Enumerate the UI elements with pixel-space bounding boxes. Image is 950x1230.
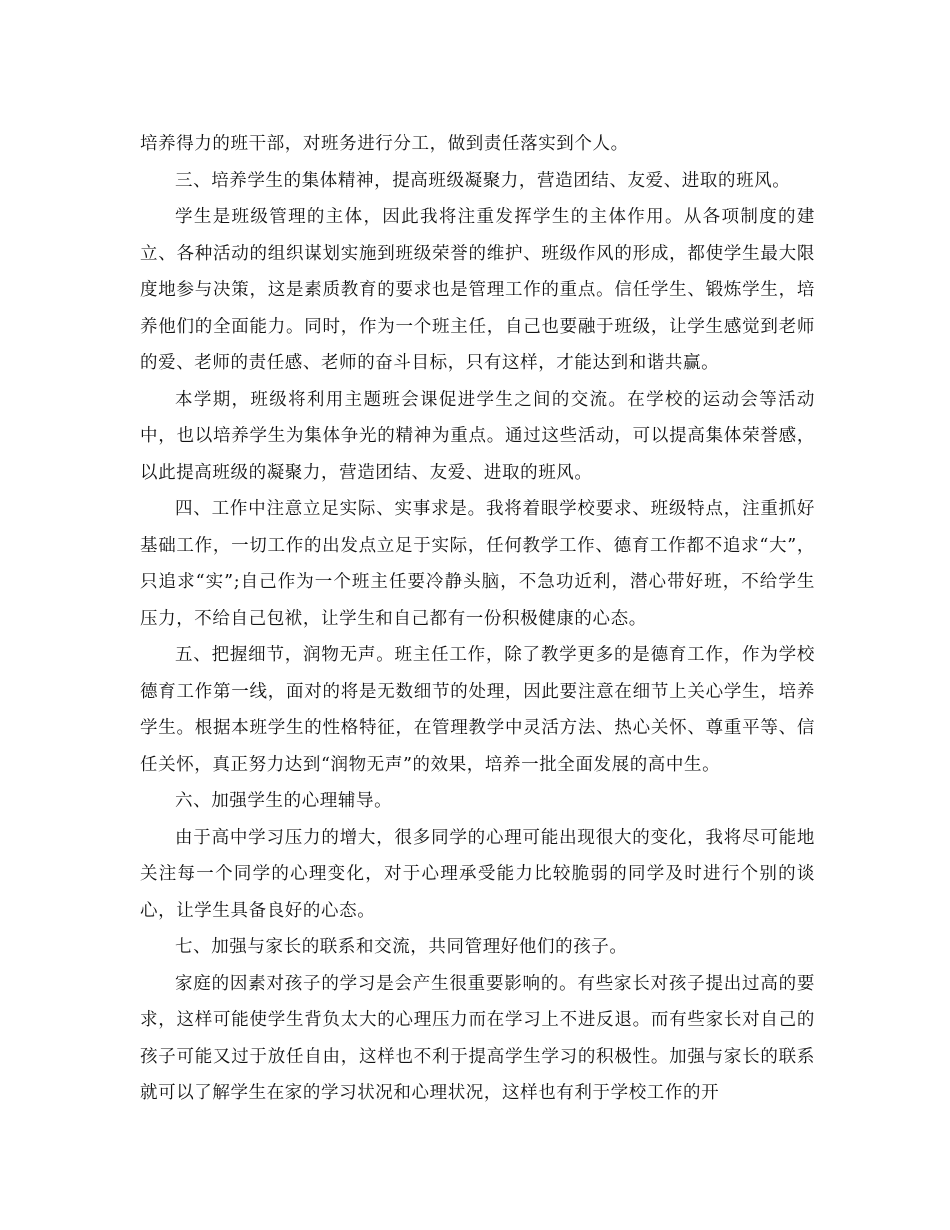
- paragraph: 本学期，班级将利用主题班会课促进学生之间的交流。在学校的运动会等活动中，也以培养学生为集体争光的精神为重点。通过这些活动，可以提高集体荣誉感，以此提高班级的凝聚力，营造团结、友爱、进取的班风。: [140, 389, 815, 483]
- heading-section-5: 五、把握细节，润物无声。班主任工作，除了教学更多的是德育工作，作为学校德育工作第一线，面对的将是无数细节的处理，因此要注意在细节上关心学生，培养学生。根据本班学生的性格特征，在管理教学中灵活方法、热心关怀、尊重平等、信任关怀，真正努力达到“润物无声”的效果，培养一批全面发展的高中生。: [140, 645, 815, 775]
- heading-section-7: 七、加强与家长的联系和交流，共同管理好他们的孩子。: [175, 937, 628, 957]
- paragraph: 由于高中学习压力的增大，很多同学的心理可能出现很大的变化，我将尽可能地关注每一个同学的心理变化，对于心理承受能力比较脆弱的同学及时进行个别的谈心，让学生具备良好的心态。: [140, 827, 815, 921]
- paragraph-continuation: 培养得力的班干部，对班务进行分工，做到责任落实到个人。: [140, 134, 629, 154]
- paragraph: 家庭的因素对孩子的学习是会产生很重要影响的。有些家长对孩子提出过高的要求，这样可能使学生背负太大的心理压力而在学习上不进反退。而有些家长对自己的孩子可能又过于放任自由，这样也不利于提高学生学习的积极性。加强与家长的联系就可以了解学生在家的学习状况和心理状况，这样也有利于学校工作的开: [140, 973, 815, 1103]
- heading-section-3: 三、培养学生的集体精神，提高班级凝聚力，营造团结、友爱、进取的班风。: [175, 170, 791, 191]
- document-body: [140, 126, 815, 1112]
- heading-section-6: 六、加强学生的心理辅导。: [175, 791, 393, 811]
- heading-section-4: 四、工作中注意立足实际、实事求是。我将着眼学校要求、班级特点，注重抓好基础工作，一切工作的出发点立足于实际，任何教学工作、德育工作都不追求“大”，只追求“实”;自己作为一个班主任要冷静头脑，不急功近利，潜心带好班，不给学生压力，不给自己包袱，让学生和自己都有一份积极健康的心态。: [140, 499, 815, 629]
- paragraph: 学生是班级管理的主体，因此我将注重发挥学生的主体作用。从各项制度的建立、各种活动的组织谋划实施到班级荣誉的维护、班级作风的形成，都使学生最大限度地参与决策，这是素质教育的要求也是管理工作的重点。信任学生、锻炼学生，培养他们的全面能力。同时，作为一个班主任，自己也要融于班级，让学生感觉到老师的爱、老师的责任感、老师的奋斗目标，只有这样，才能达到和谐共赢。: [140, 207, 815, 373]
